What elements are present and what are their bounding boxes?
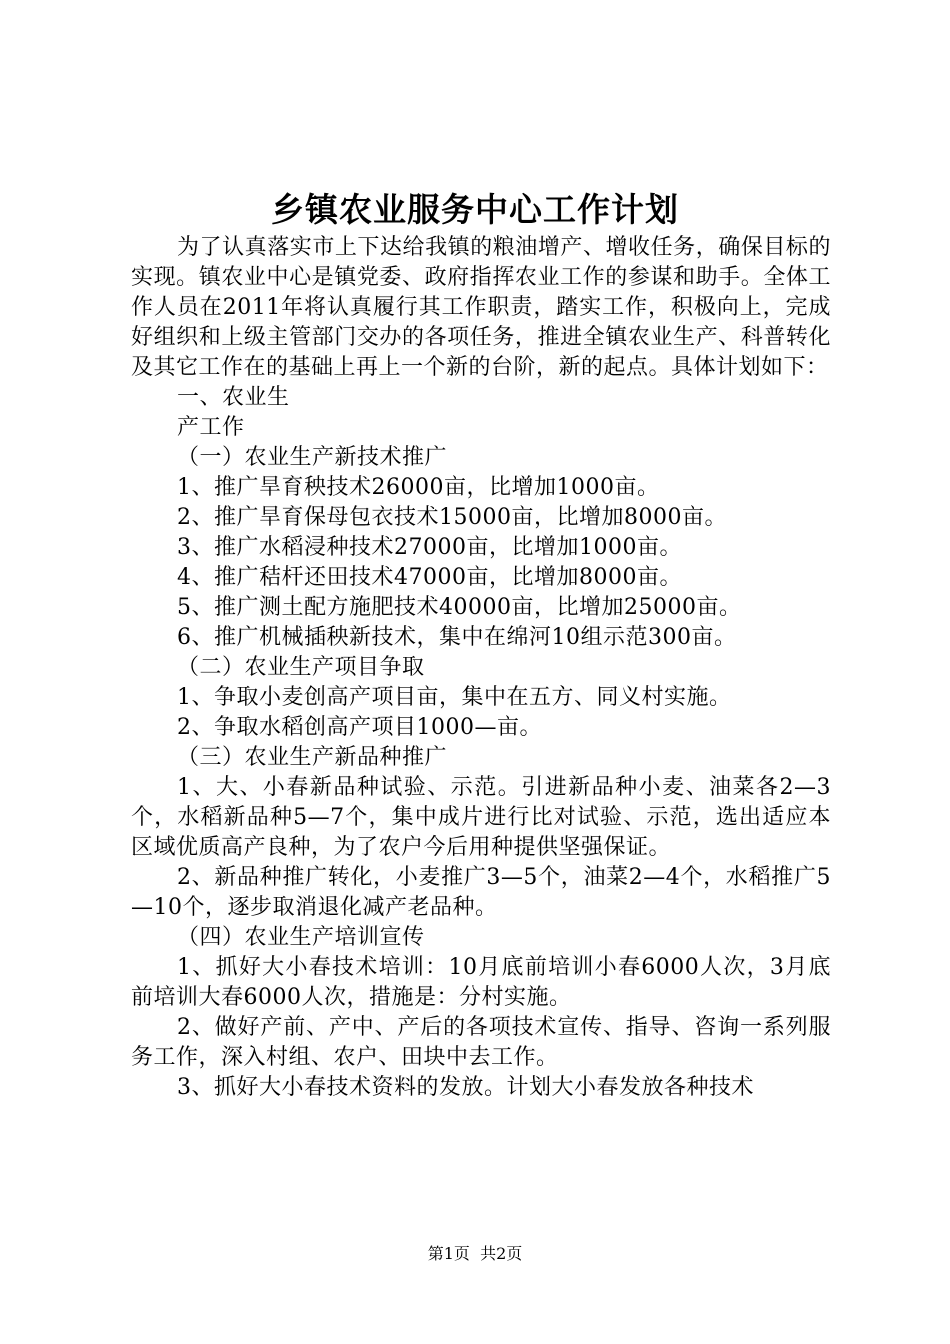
subsection-heading-1: （一）农业生产新技术推广 bbox=[177, 445, 448, 470]
subsection-heading-3: （三）农业生产新品种推广 bbox=[177, 745, 448, 770]
section-heading-1b: 产工作 bbox=[177, 415, 245, 440]
paragraph-intro: 为了认真落实市上下达给我镇的粮油增产、增收任务，确保目标的实现。镇农业中心是镇党委、政府指挥农业工作的参谋和助手。全体工作人员在2011年将认真履行其工作职责，踏实工作，积极向上，完成好组织和上级主管部门交办的各项任务，推进全镇农业生产、科普转化及其它工作在的基础上再上一个新的台阶，新的起点。具体计划如下： bbox=[131, 235, 831, 380]
subsection-heading-4: （四）农业生产培训宣传 bbox=[177, 925, 425, 950]
list-item: 2、新品种推广转化，小麦推广3—5个，油菜2—4个，水稻推广5—10个，逐步取消退化减产老品种。 bbox=[131, 865, 831, 920]
document-title: 乡镇农业服务中心工作计划 bbox=[271, 190, 679, 229]
list-item: 2、推广旱育保母包衣技术15000亩，比增加8000亩。 bbox=[177, 505, 727, 530]
list-item: 5、推广测土配方施肥技术40000亩，比增加25000亩。 bbox=[177, 595, 742, 620]
page-number-footer: 第1页 共2页 bbox=[427, 1244, 523, 1263]
list-item: 1、推广旱育秧技术26000亩，比增加1000亩。 bbox=[177, 475, 660, 500]
list-item: 2、争取水稻创高产项目1000—亩。 bbox=[177, 715, 542, 740]
list-item: 3、推广水稻浸种技术27000亩，比增加1000亩。 bbox=[177, 535, 682, 560]
list-item: 6、推广机械插秧新技术，集中在绵河10组示范300亩。 bbox=[177, 625, 737, 650]
document-body bbox=[131, 233, 831, 1103]
list-item: 1、大、小春新品种试验、示范。引进新品种小麦、油菜各2—3个，水稻新品种5—7个，集中成片进行比对试验、示范，选出适应本区域优质高产良种，为了农户今后用种提供坚强保证。 bbox=[131, 775, 831, 860]
section-heading-1a: 一、农业生 bbox=[177, 385, 290, 410]
list-item: 1、抓好大小春技术培训：10月底前培训小春6000人次，3月底前培训大春6000人次，措施是：分村实施。 bbox=[131, 955, 831, 1010]
list-item: 4、推广秸杆还田技术47000亩，比增加8000亩。 bbox=[177, 565, 682, 590]
list-item: 1、争取小麦创高产项目亩，集中在五方、同义村实施。 bbox=[177, 685, 732, 710]
list-item: 3、抓好大小春技术资料的发放。计划大小春发放各种技术 bbox=[177, 1075, 754, 1100]
list-item: 2、做好产前、产中、产后的各项技术宣传、指导、咨询一系列服务工作，深入村组、农户、田块中去工作。 bbox=[131, 1015, 831, 1070]
subsection-heading-2: （二）农业生产项目争取 bbox=[177, 655, 425, 680]
